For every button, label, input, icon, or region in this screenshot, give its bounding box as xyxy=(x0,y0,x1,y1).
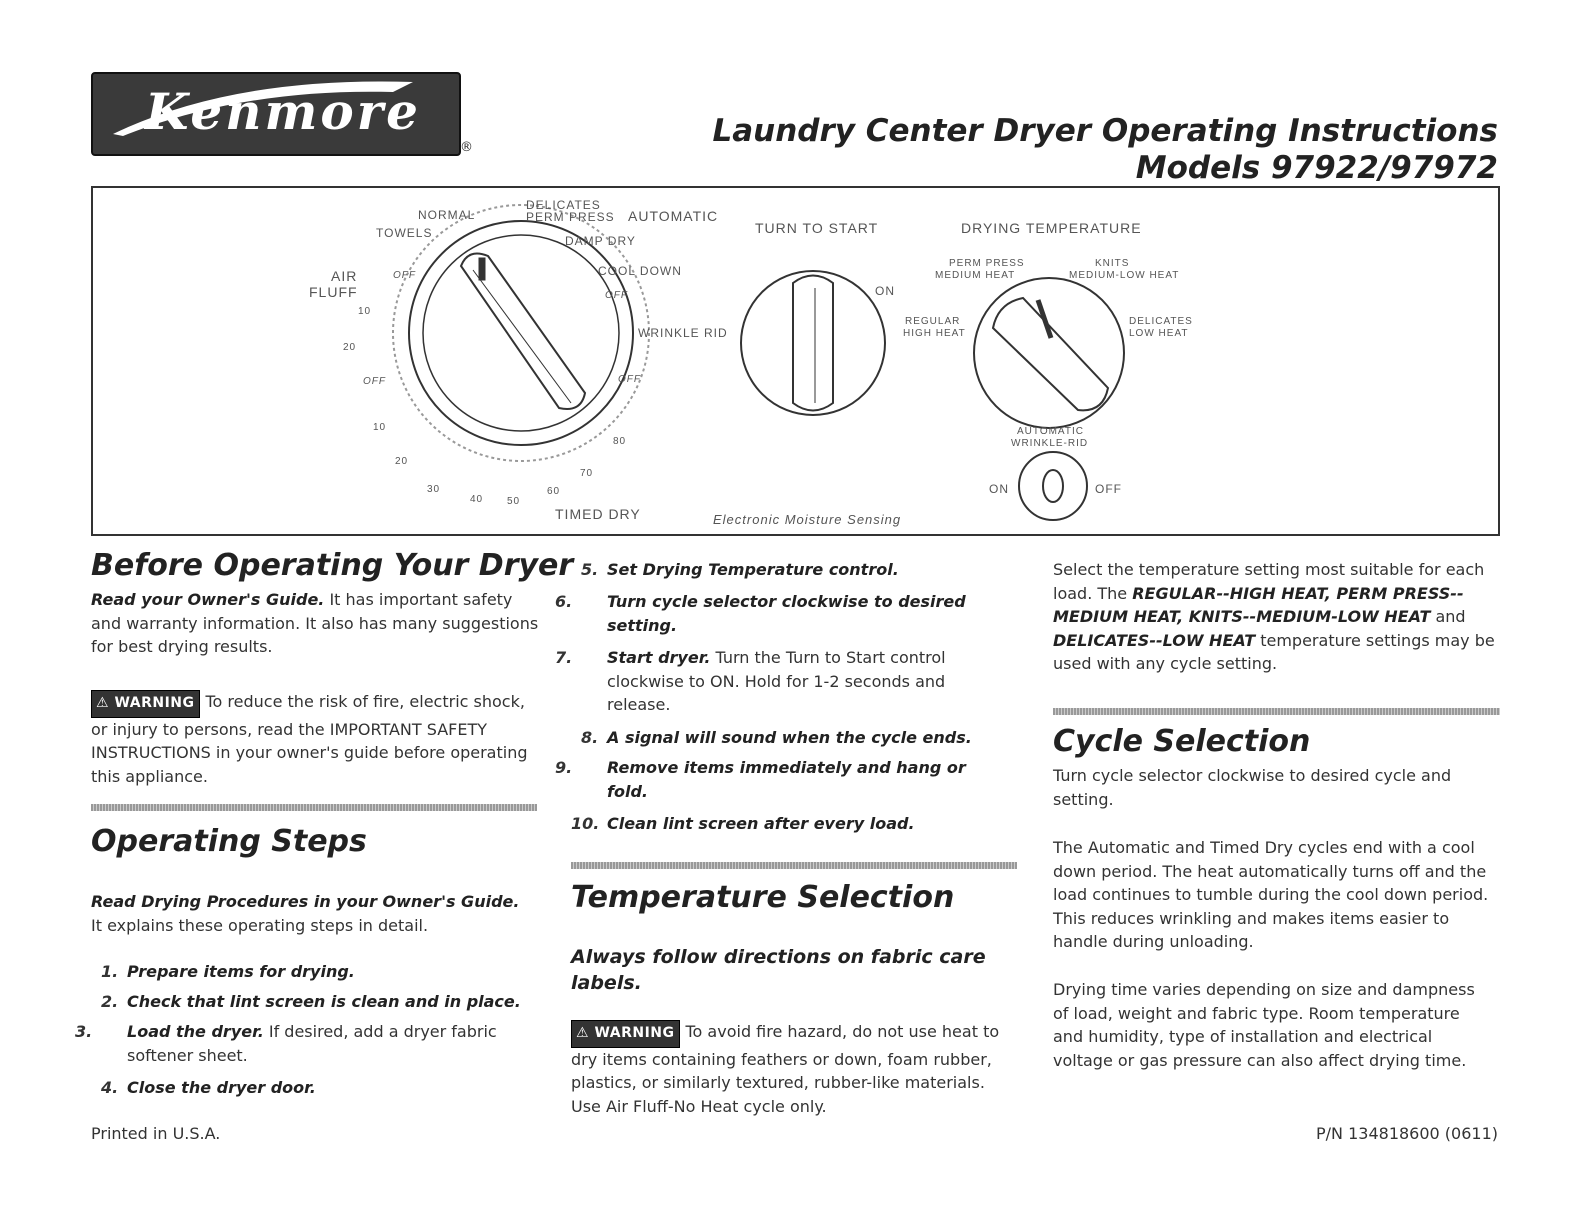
heading-operating-steps: Operating Steps xyxy=(91,824,367,859)
label-high-heat: HIGH HEAT xyxy=(903,328,966,339)
model-numbers: Models 97922/97972 xyxy=(1135,150,1498,186)
label-air-10: 10 xyxy=(358,306,372,317)
kenmore-logo xyxy=(91,72,461,156)
label-off-1: OFF xyxy=(605,290,628,301)
warning-badge-2: ⚠ WARNING xyxy=(571,1020,680,1048)
label-moisture-sensing: Electronic Moisture Sensing xyxy=(713,512,902,527)
page-title: Laundry Center Dryer Operating Instructions xyxy=(712,113,1498,149)
label-off-2: OFF xyxy=(618,374,641,385)
drying-procedures-paragraph xyxy=(91,890,541,937)
label-regular: REGULAR xyxy=(905,316,961,327)
step-6: 6. Turn cycle selector clockwise to desired setting. xyxy=(555,592,966,635)
label-start-on: ON xyxy=(875,284,895,298)
label-timed-10: 10 xyxy=(373,422,387,433)
wrinkle-rid-knob xyxy=(1019,452,1087,520)
warning-label-1: WARNING xyxy=(114,695,195,711)
step-10: 10. Clean lint screen after every load. xyxy=(571,814,915,833)
start-knob xyxy=(741,271,885,415)
owners-guide-lead: Read your Owner's Guide. xyxy=(91,590,325,609)
step-5: 5. Set Drying Temperature control. xyxy=(581,560,899,579)
label-timed-60: 60 xyxy=(547,486,561,497)
label-wrinkle-rid: WRINKLE RID xyxy=(638,326,728,340)
cool-down-paragraph: The Automatic and Timed Dry cycles end with a cool down period. The heat automatically turns off and the load continues to tumble during the cool down period. This reduces wrinkling and makes items easier to handle during unloading. xyxy=(1053,838,1489,951)
warning-label-2: WARNING xyxy=(594,1025,675,1041)
heading-cycle-selection: Cycle Selection xyxy=(1053,724,1311,759)
temperature-setting-paragraph: Select the temperature setting most suitable for each load. The REGULAR--HIGH HEAT, PERM PRESS--MEDIUM HEAT, KNITS--MEDIUM-LOW HEAT and DELICATES--LOW HEAT temperature settings may be used with any cycle setting. xyxy=(1053,560,1495,673)
warning-text-1: To reduce the risk of fire, electric shock, or injury to persons, read the IMPORTANT SAFETY INSTRUCTIONS in your owner's guide before operating this appliance. xyxy=(91,692,528,786)
control-panel-diagram xyxy=(91,186,1500,536)
label-towels: TOWELS xyxy=(376,226,433,240)
step-8: 8. A signal will sound when the cycle ends. xyxy=(581,728,972,747)
warning-paragraph-2 xyxy=(571,1020,1016,1118)
printed-in-usa: Printed in U.S.A. xyxy=(91,1124,221,1143)
step-4: 4. Close the dryer door. xyxy=(101,1078,316,1097)
label-wrinkle-rid-2: WRINKLE-RID xyxy=(1011,438,1089,449)
step-9: 9. Remove items immediately and hang or fold. xyxy=(555,758,966,801)
label-timed-70: 70 xyxy=(580,468,594,479)
warning-badge-1: ⚠ WARNING xyxy=(91,690,200,718)
label-temp-delicates: DELICATES xyxy=(1129,316,1193,327)
label-cool-down: COOL DOWN xyxy=(598,264,682,278)
warning-text-2: To avoid fire hazard, do not use heat to dry items containing feathers or down, foam rubber, plastics, or similarly textured, rubber-like materials. Use Air Fluff-No Heat cycle only. xyxy=(571,1022,1000,1116)
label-wrinkle-off: OFF xyxy=(1095,482,1122,496)
label-delicates: DELICATES xyxy=(526,198,601,212)
label-fluff: FLUFF xyxy=(309,284,358,300)
label-drying-temperature: DRYING TEMPERATURE xyxy=(961,220,1142,236)
part-number: P/N 134818600 (0611) xyxy=(1316,1124,1498,1143)
heading-before-operating: Before Operating Your Dryer xyxy=(91,548,574,583)
drying-time-paragraph: Drying time varies depending on size and dampness of load, weight and fabric type. Room temperature and humidity, type of installation and electrical voltage or gas pressure can also affect drying time. xyxy=(1053,980,1475,1070)
temperature-knob xyxy=(974,278,1124,428)
warning-paragraph-1 xyxy=(91,690,541,788)
drying-procedures-text: It explains these operating steps in detail. xyxy=(91,915,429,935)
control-knobs-drawing xyxy=(93,188,1498,534)
label-timed-80: 80 xyxy=(613,436,627,447)
label-automatic: AUTOMATIC xyxy=(628,208,719,224)
label-off-4: OFF xyxy=(363,376,386,387)
step-2: 2. Check that lint screen is clean and in place. xyxy=(101,992,521,1011)
registered-mark: ® xyxy=(460,140,473,155)
label-wrinkle-automatic: AUTOMATIC xyxy=(1017,426,1084,437)
section-divider-3 xyxy=(1053,708,1500,715)
label-knits: KNITS xyxy=(1095,258,1130,269)
label-air-20: 20 xyxy=(343,342,357,353)
section-divider xyxy=(91,804,537,811)
label-off-3: OFF xyxy=(393,270,416,281)
label-normal: NORMAL xyxy=(418,208,476,222)
label-low-heat: LOW HEAT xyxy=(1129,328,1189,339)
label-timed-40: 40 xyxy=(470,494,484,505)
label-turn-to-start: TURN TO START xyxy=(755,220,879,236)
step-7: 7. Start dryer. Turn the Turn to Start control clockwise to ON. Hold for 1-2 seconds and release. xyxy=(555,648,946,714)
step-1: 1. Prepare items for drying. xyxy=(101,962,355,981)
drying-procedures-lead: Read Drying Procedures in your Owner's Guide. xyxy=(91,892,520,911)
label-timed-50: 50 xyxy=(507,496,521,507)
label-perm-press: PERM PRESS xyxy=(526,210,615,224)
label-medium-low-heat: MEDIUM-LOW HEAT xyxy=(1069,270,1180,281)
step-3: 3. Load the dryer. If desired, add a dryer fabric softener sheet. xyxy=(75,1022,497,1065)
label-air: AIR xyxy=(331,268,358,284)
label-temp-perm-press: PERM PRESS xyxy=(949,258,1025,269)
label-medium-heat: MEDIUM HEAT xyxy=(935,270,1016,281)
owners-guide-paragraph xyxy=(91,588,541,659)
label-damp-dry: DAMP DRY xyxy=(565,234,636,248)
label-wrinkle-on: ON xyxy=(989,482,1009,496)
owners-guide-text: It has important safety and warranty information. It also has many suggestions for best drying results. xyxy=(91,590,539,656)
cycle-selector-paragraph: Turn cycle selector clockwise to desired cycle and setting. xyxy=(1053,766,1452,809)
label-timed-20: 20 xyxy=(395,456,409,467)
label-timed-dry: TIMED DRY xyxy=(555,506,641,522)
logo-wordmark: Kenmore xyxy=(145,82,421,141)
heading-temperature-selection: Temperature Selection xyxy=(571,880,955,915)
label-timed-30: 30 xyxy=(427,484,441,495)
fabric-care-subheading: Always follow directions on fabric care labels. xyxy=(571,946,986,994)
section-divider-2 xyxy=(571,862,1017,869)
